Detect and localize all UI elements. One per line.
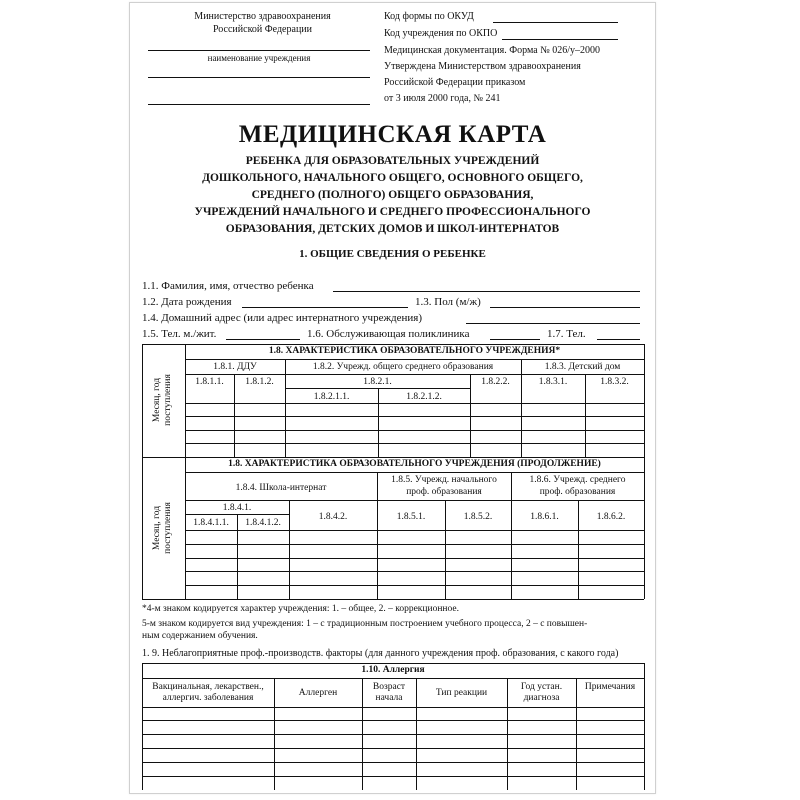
row-header-line: Месяц, год: [152, 377, 162, 423]
approved-line2: Российской Федерации приказом: [384, 77, 526, 88]
subtitle-line: ДОШКОЛЬНОГО, НАЧАЛЬНОГО ОБЩЕГО, ОСНОВНОГО ОБЩЕГО,: [202, 172, 583, 184]
approved-line3: от 3 июля 2000 года, № 241: [384, 93, 501, 104]
col-1-8-2-1-2: 1.8.2.1.2.: [406, 392, 442, 402]
group-1-8-4: 1.8.4. Школа-интернат: [235, 483, 327, 493]
ministry-line1: Министерство здравоохранения: [194, 11, 331, 22]
col-1-8-2-1-1: 1.8.2.1.1.: [313, 392, 350, 402]
field-1-2-label: 1.2. Дата рождения: [142, 296, 232, 308]
col-diagnosis-year-l1: Год устан.: [520, 682, 563, 692]
field-1-2-line[interactable]: [242, 307, 408, 308]
table-1-8-cont-title: 1.8. ХАРАКТЕРИСТИКА ОБРАЗОВАТЕЛЬНОГО УЧРЕЖДЕНИЯ (ПРОДОЛЖЕНИЕ): [228, 459, 601, 469]
field-1-3-label: 1.3. Пол (м/ж): [415, 296, 481, 308]
form-page: [129, 2, 656, 794]
group-1-8-2: 1.8.2. Учрежд. общего среднего образования: [312, 362, 494, 372]
col-1-8-6-1: 1.8.6.1.: [530, 512, 559, 522]
field-1-7-line[interactable]: [597, 339, 640, 340]
col-1-8-3-2: 1.8.3.2.: [600, 377, 629, 387]
col-1-8-4-1-1: 1.8.4.1.1.: [193, 518, 229, 528]
col-1-8-2-1: 1.8.2.1.: [363, 377, 392, 387]
field-1-3-line[interactable]: [490, 307, 640, 308]
col-reaction-type: Тип реакции: [435, 688, 488, 698]
field-1-4-line[interactable]: [466, 323, 640, 324]
col-1-8-5-2: 1.8.5.2.: [463, 512, 493, 522]
group-1-8-5-line2: проф. образования: [406, 487, 482, 497]
ministry-line2: Российской Федерации: [212, 24, 312, 35]
col-1-8-1-2: 1.8.1.2.: [245, 377, 274, 387]
institution-line-1: [148, 50, 370, 51]
footnote-1: *4-м знаком кодируется характер учреждения: 1. – общее, 2. – коррекционное.: [142, 604, 459, 614]
group-1-8-6-line1: 1.8.6. Учрежд. среднего: [529, 475, 626, 485]
field-1-5-line[interactable]: [226, 339, 300, 340]
okpo-label: Код учреждения по ОКПО: [384, 28, 498, 39]
doc-form: Медицинская документация. Форма № 026/у–2000: [384, 45, 601, 56]
row-header-line: Месяц, год: [152, 505, 162, 551]
institution-line-3: [148, 104, 370, 105]
footnote-2: 5-м знаком кодируется вид учреждения: 1 – с традиционным построением учебного процесса, 2 – с повышен-: [142, 619, 588, 629]
field-1-7-label: 1.7. Тел.: [547, 328, 586, 340]
okud-line: [493, 22, 618, 23]
col-diagnosis-year-l2: диагноза: [523, 693, 560, 703]
approved-line1: Утверждена Министерством здравоохранения: [384, 61, 581, 72]
col-1-8-6-2: 1.8.6.2.: [596, 512, 626, 522]
group-1-8-6-line2: проф. образования: [539, 487, 616, 497]
field-1-6-line[interactable]: [490, 339, 540, 340]
subtitle-line: УЧРЕЖДЕНИЙ НАЧАЛЬНОГО И СРЕДНЕГО ПРОФЕССИОНАЛЬНОГО: [194, 206, 591, 218]
col-allergen: Аллерген: [298, 688, 338, 698]
subtitle-block: [130, 153, 655, 238]
col-notes: Примечания: [584, 682, 636, 692]
table-1-8-title: 1.8. ХАРАКТЕРИСТИКА ОБРАЗОВАТЕЛЬНОГО УЧРЕЖДЕНИЯ*: [268, 346, 561, 356]
col-1-8-5-1: 1.8.5.1.: [396, 512, 426, 522]
row-header-line: поступления: [163, 502, 173, 554]
footnote-3: ным содержанием обучения.: [142, 631, 258, 641]
page-title: МЕДИЦИНСКАЯ КАРТА: [238, 121, 547, 148]
subtitle-line: РЕБЕНКА ДЛЯ ОБРАЗОВАТЕЛЬНЫХ УЧРЕЖДЕНИЙ: [245, 155, 540, 167]
col-age-l2: начала: [375, 693, 403, 703]
col-1-8-3-1: 1.8.3.1.: [538, 377, 568, 387]
field-1-5-label: 1.5. Тел. м./жит.: [142, 328, 217, 340]
col-allergy-disease-l1: Вакцинальная, лекарствен.,: [152, 682, 264, 692]
footnotes: [142, 603, 587, 642]
institution-line-2: [148, 77, 370, 78]
col-allergy-disease-l2: аллергич. заболевания: [162, 693, 254, 703]
group-1-8-3: 1.8.3. Детский дом: [544, 362, 621, 372]
allergy-title: 1.10. Аллергия: [361, 665, 425, 675]
okud-label: Код формы по ОКУД: [384, 11, 474, 22]
col-1-8-4-2: 1.8.4.2.: [318, 512, 348, 522]
group-1-8-5-line1: 1.8.5. Учрежд. начального: [391, 475, 497, 485]
row-header-line: поступления: [163, 374, 173, 426]
col-1-8-1-1: 1.8.1.1.: [195, 377, 224, 387]
institution-caption: наименование учреждения: [207, 53, 311, 63]
col-1-8-2-2: 1.8.2.2.: [481, 377, 510, 387]
subtitle-line: СРЕДНЕГО (ПОЛНОГО) ОБЩЕГО ОБРАЗОВАНИЯ,: [251, 189, 534, 201]
section-1-heading: 1. ОБЩИЕ СВЕДЕНИЯ О РЕБЕНКЕ: [299, 248, 486, 260]
field-1-9: 1. 9. Неблагоприятные проф.-производств. факторы (для данного учреждения проф. образования, с какого года): [142, 648, 619, 659]
col-1-8-4-1: 1.8.4.1.: [222, 503, 252, 513]
col-age-l1: Возраст: [372, 682, 406, 692]
field-1-1-label: 1.1. Фамилия, имя, отчество ребенка: [142, 280, 314, 292]
group-1-8-1: 1.8.1. ДДУ: [213, 362, 257, 372]
okpo-line: [502, 39, 618, 40]
col-1-8-4-1-2: 1.8.4.1.2.: [245, 518, 281, 528]
row-header-month-year-2: [152, 468, 174, 588]
field-1-4-label: 1.4. Домашний адрес (или адрес интернатного учреждения): [142, 312, 423, 324]
row-header-month-year: [152, 340, 174, 460]
subtitle-line: ОБРАЗОВАНИЯ, ДЕТСКИХ ДОМОВ И ШКОЛ-ИНТЕРНАТОВ: [225, 223, 560, 235]
field-1-6-label: 1.6. Обслуживающая поликлиника: [307, 328, 470, 340]
field-1-1-line[interactable]: [333, 291, 640, 292]
